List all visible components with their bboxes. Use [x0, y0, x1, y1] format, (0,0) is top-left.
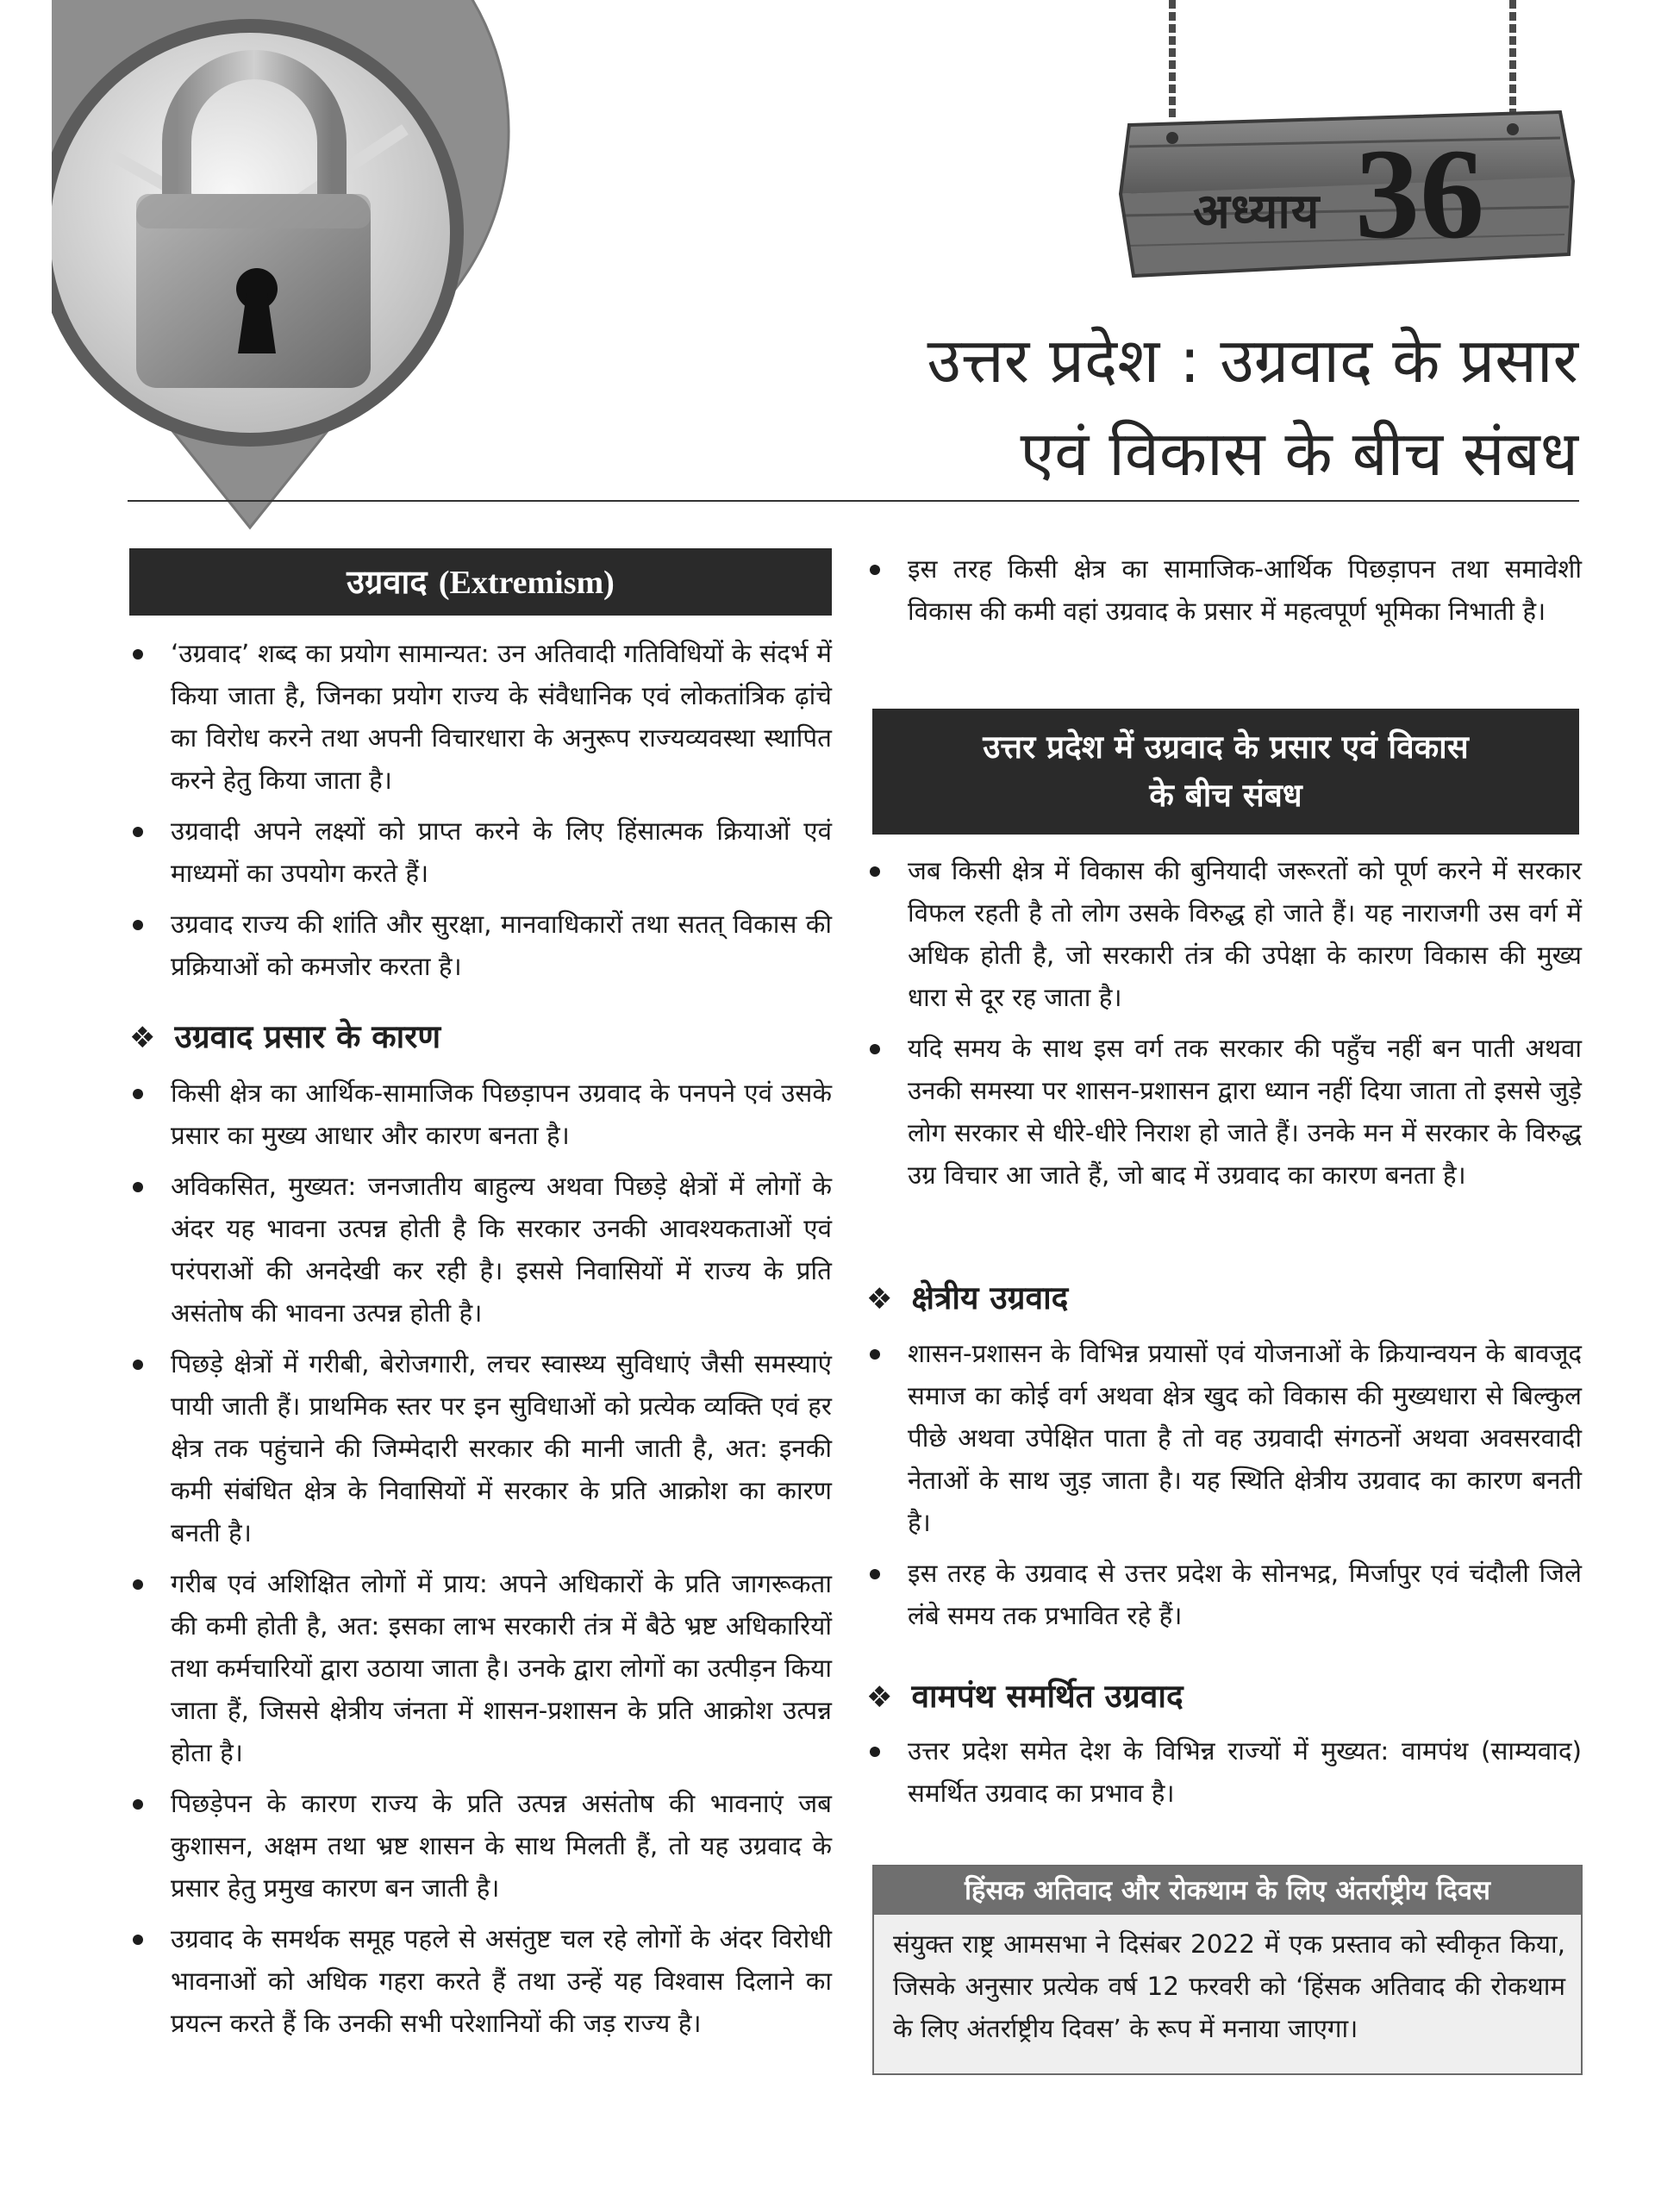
diamond-bullet-icon: ❖ — [866, 1282, 893, 1316]
hanging-wooden-sign — [1103, 0, 1586, 293]
list-item: उग्रवादी अपने लक्ष्यों को प्राप्त करने के लिए हिंसात्मक क्रियाओं एवं माध्यमों का उपयोग करते हैं। — [129, 810, 832, 895]
list-item: इस तरह किसी क्षेत्र का सामाजिक-आर्थिक पिछड़ापन तथा समावेशी विकास की कमी वहां उग्रवाद के प्रसार में महत्वपूर्ण भूमिका निभाती है। — [866, 548, 1582, 633]
list-item: पिछड़ेपन के कारण राज्य के प्रति उत्पन्न असंतोष की भावनाएं जब कुशासन, अक्षम तथा भ्रष्ट शासन के साथ मिलती हैं, तो यह उग्रवाद के प्रसार हेतु प्रमुख कारण बन जाती है। — [129, 1783, 832, 1910]
list-item: यदि समय के साथ इस वर्ग तक सरकार की पहुँच नहीं बन पाती अथवा उनकी समस्या पर शासन-प्रशासन द्वारा ध्यान नहीं दिया जाता तो इससे जुड़े लोग सरकार से धीरे-धीरे निराश हो जाते हैं। उनके मन में सरकार के विरुद्ध उग्र विचार आ जाते हैं, जो बाद में उग्रवाद का कारण बनता है। — [866, 1028, 1582, 1197]
list-item: पिछड़े क्षेत्रों में गरीबी, बेरोजगारी, लचर स्वास्थ्य सुविधाएं जैसी समस्याएं पायी जाती हैं। प्राथमिक स्तर पर इन सुविधाओं को प्रत्येक व्यक्ति एवं हर क्षेत्र तक पहुंचाने की जिम्मेदारी सरकार की मानी जाती है, अत: इनकी कमी संबंधित क्षेत्र के निवासियों में सरकार के प्रति आक्रोश का कारण बनती है। — [129, 1343, 832, 1554]
section-heading-extremism — [129, 548, 832, 616]
list-item: उग्रवाद के समर्थक समूह पहले से असंतुष्ट चल रहे लोगों के अंदर विरोधी भावनाओं को अधिक गहरा करते हैं तथा उन्हें यह विश्वास दिलाने का प्रयत्न करते हैं कि उनकी सभी परेशानियों की जड़ राज्य है। — [129, 1918, 832, 2045]
list-item: उत्तर प्रदेश समेत देश के विभिन्न राज्यों में मुख्यत: वामपंथ (साम्यवाद) समर्थित उग्रवाद का प्रभाव है। — [866, 1730, 1582, 1815]
list-item: किसी क्षेत्र का आर्थिक-सामाजिक पिछड़ापन उग्रवाद के पनपने एवं उसके प्रसार का मुख्य आधार और कारण बनता है। — [129, 1072, 832, 1157]
section-heading-line-2: के बीच संबध — [1149, 777, 1302, 814]
info-box-body: संयुक्त राष्ट्र आमसभा ने दिसंबर 2022 में एक प्रस्ताव को स्वीकृत किया, जिसके अनुसार प्रत्येक वर्ष 12 फरवरी को ‘हिंसक अतिवाद की रोकथाम के लिए अंतर्राष्ट्रीय दिवस’ के रूप में मनाया जाएगा। — [893, 1929, 1565, 2043]
top-bullet-list — [866, 548, 1582, 633]
chapter-title-line-2: एवं विकास के बीच संबध — [1020, 417, 1578, 490]
chapter-label: अध्याय — [1193, 183, 1321, 240]
chapter-number: 36 — [1355, 122, 1484, 266]
section-heading-english: (Extremism) — [438, 565, 615, 601]
section-heading-hindi: उग्रवाद — [347, 563, 428, 601]
subheading-regional — [866, 1274, 1068, 1318]
subheading-text: वामपंथ समर्थित उग्रवाद — [911, 1678, 1183, 1715]
info-box-title: हिंसक अतिवाद और रोकथाम के लिए अंतर्राष्ट्रीय दिवस — [874, 1866, 1581, 1915]
intro-bullet-list — [129, 633, 832, 988]
list-item: ‘उग्रवाद’ शब्द का प्रयोग सामान्यत: उन अतिवादी गतिविधियों के संदर्भ में किया जाता है, जिनका प्रयोग राज्य के संवैधानिक एवं लोकतांत्रिक ढ़ांचे का विरोध करने तथा अपनी विचारधारा के अनुरूप राज्यव्यवस्था स्थापित करने हेतु किया जाता है। — [129, 633, 832, 802]
list-item: उग्रवाद राज्य की शांति और सुरक्षा, मानवाधिकारों तथा सतत् विकास की प्रक्रियाओं को कमजोर करता है। — [129, 903, 832, 988]
list-item: जब किसी क्षेत्र में विकास की बुनियादी जरूरतों को पूर्ण करने में सरकार विफल रहती है तो लोग उसके विरुद्ध हो जाते हैं। यह नाराजगी उस वर्ग में अधिक होती है, जो सरकारी तंत्र की उपेक्षा के कारण विकास की मुख्य धारा से दूर रह जाता है। — [866, 850, 1582, 1019]
subheading-text: क्षेत्रीय उग्रवाद — [911, 1279, 1069, 1316]
causes-bullet-list — [129, 1072, 832, 2045]
list-item: अविकसित, मुख्यत: जनजातीय बाहुल्य अथवा पिछड़े क्षेत्रों में लोगों के अंदर यह भावना उत्पन्न होती है कि सरकार उनकी आवश्यकताओं एवं परंपराओं की अनदेखी कर रही है। इससे निवासियों में राज्य के प्रति असंतोष की भावना उत्पन्न होती है। — [129, 1166, 832, 1335]
diamond-bullet-icon: ❖ — [866, 1680, 893, 1715]
list-item: शासन-प्रशासन के विभिन्न प्रयासों एवं योजनाओं के क्रियान्वयन के बावजूद समाज का कोई वर्ग अथवा क्षेत्र खुद को विकास की मुख्यधारा से बिल्कुल पीछे अथवा उपेक्षित पाता है तो वह उग्रवादी संगठनों अथवा अवसरवादी नेताओं के साथ जुड़ जाता है। यह स्थिति क्षेत्रीय उग्रवाद का कारण बनती है। — [866, 1333, 1582, 1544]
section-heading-line-1: उत्तर प्रदेश में उग्रवाद के प्रसार एवं विकास — [983, 728, 1469, 766]
subheading-causes — [129, 1013, 440, 1057]
section-heading-relation — [872, 709, 1579, 835]
list-item: इस तरह के उग्रवाद से उत्तर प्रदेश के सोनभद्र, मिर्जापुर एवं चंदौली जिले लंबे समय तक प्रभावित रहे हैं। — [866, 1553, 1582, 1637]
info-box — [872, 1865, 1583, 2075]
subheading-left-wing — [866, 1672, 1183, 1716]
title-divider — [128, 500, 1579, 502]
list-item: गरीब एवं अशिक्षित लोगों में प्राय: अपने अधिकारों के प्रति जागरूकता की कमी होती है, अत: इसका लाभ सरकारी तंत्र में बैठे भ्रष्ट अधिकारियों तथा कर्मचारियों द्वारा उठाया जाता है। उनके द्वारा लोगों का उत्पीड़न किया जाता हैं, जिससे क्षेत्रीय जंनता में शासन-प्रशासन के प्रति आक्रोश उत्पन्न होता है। — [129, 1563, 832, 1774]
relation-bullet-list — [866, 850, 1582, 1197]
subheading-text: उग्रवाद प्रसार के कारण — [174, 1018, 441, 1055]
regional-bullet-list — [866, 1333, 1582, 1637]
diamond-bullet-icon: ❖ — [129, 1021, 156, 1055]
padlock-pin-graphic — [52, 0, 603, 530]
left-wing-bullet-list — [866, 1730, 1582, 1815]
chapter-title-line-1: उत्तर प्रदेश : उग्रवाद के प्रसार — [927, 324, 1578, 397]
